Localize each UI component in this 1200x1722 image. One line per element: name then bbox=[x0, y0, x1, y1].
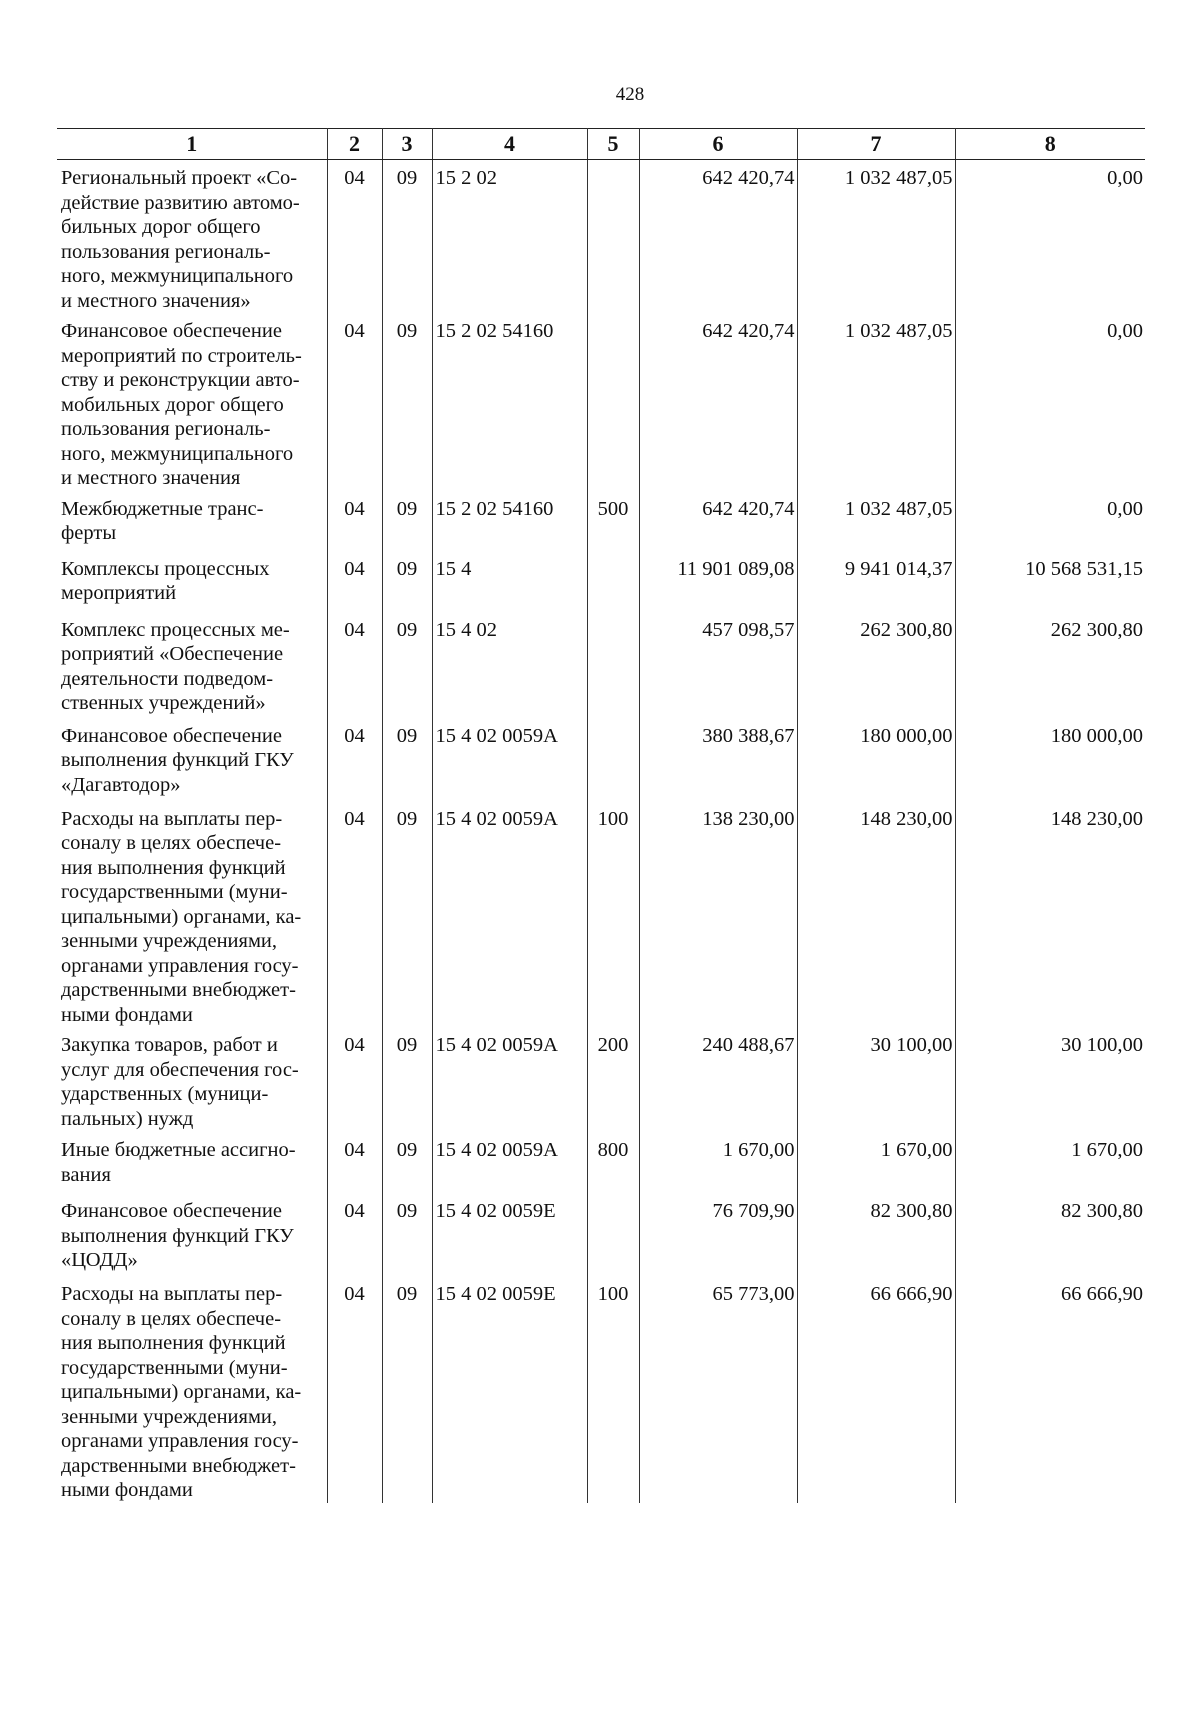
row-target-article-code: 15 4 bbox=[432, 551, 587, 612]
row-description: Расходы на выплаты пер- соналу в целях обеспече- ния выполнения функций государственными (муни- ципальными) органами, ка- зенными учреждениями, органами управления госу- дарственными внебюджет- ными фондами bbox=[57, 1276, 327, 1503]
row-target-article-code: 15 4 02 bbox=[432, 612, 587, 718]
row-amount-col-7: 82 300,80 bbox=[797, 1193, 955, 1276]
row-amount-col-8: 0,00 bbox=[955, 313, 1145, 491]
row-amount-col-6: 240 488,67 bbox=[639, 1027, 797, 1132]
table-row bbox=[57, 1132, 1145, 1193]
header-row bbox=[57, 129, 1145, 160]
row-target-article-code: 15 4 02 0059Е bbox=[432, 1276, 587, 1503]
header-col-5: 5 bbox=[587, 129, 639, 160]
row-amount-col-7: 1 670,00 bbox=[797, 1132, 955, 1193]
row-section-code: 04 bbox=[327, 313, 382, 491]
row-expense-type-code: 800 bbox=[587, 1132, 639, 1193]
row-description: Региональный проект «Со- действие развитию автомо- бильных дорог общего пользования региональ- ного, межмуниципального и местного значения» bbox=[57, 160, 327, 314]
row-expense-type-code bbox=[587, 612, 639, 718]
row-target-article-code: 15 4 02 0059Е bbox=[432, 1193, 587, 1276]
row-amount-col-7: 1 032 487,05 bbox=[797, 313, 955, 491]
table-row bbox=[57, 718, 1145, 801]
row-description: Финансовое обеспечение выполнения функций ГКУ «Дагавтодор» bbox=[57, 718, 327, 801]
table-row bbox=[57, 160, 1145, 314]
row-target-article-code: 15 2 02 54160 bbox=[432, 313, 587, 491]
row-section-code: 04 bbox=[327, 1193, 382, 1276]
row-amount-col-7: 1 032 487,05 bbox=[797, 160, 955, 314]
row-description: Финансовое обеспечение выполнения функций ГКУ «ЦОДД» bbox=[57, 1193, 327, 1276]
row-amount-col-7: 30 100,00 bbox=[797, 1027, 955, 1132]
row-amount-col-6: 76 709,90 bbox=[639, 1193, 797, 1276]
row-amount-col-7: 1 032 487,05 bbox=[797, 491, 955, 551]
row-amount-col-7: 66 666,90 bbox=[797, 1276, 955, 1503]
row-amount-col-8: 0,00 bbox=[955, 160, 1145, 314]
row-expense-type-code bbox=[587, 551, 639, 612]
row-description: Финансовое обеспечение мероприятий по строитель- ству и реконструкции авто- мобильных дорог общего пользования региональ- ного, межмуниципального и местного значения bbox=[57, 313, 327, 491]
row-target-article-code: 15 4 02 0059А bbox=[432, 718, 587, 801]
header-col-4: 4 bbox=[432, 129, 587, 160]
header-col-6: 6 bbox=[639, 129, 797, 160]
row-amount-col-7: 180 000,00 bbox=[797, 718, 955, 801]
row-amount-col-6: 65 773,00 bbox=[639, 1276, 797, 1503]
row-amount-col-7: 9 941 014,37 bbox=[797, 551, 955, 612]
row-amount-col-8: 180 000,00 bbox=[955, 718, 1145, 801]
row-subsection-code: 09 bbox=[382, 491, 432, 551]
row-subsection-code: 09 bbox=[382, 718, 432, 801]
row-subsection-code: 09 bbox=[382, 313, 432, 491]
row-expense-type-code: 100 bbox=[587, 1276, 639, 1503]
table-row bbox=[57, 1193, 1145, 1276]
row-section-code: 04 bbox=[327, 1027, 382, 1132]
row-section-code: 04 bbox=[327, 160, 382, 314]
row-section-code: 04 bbox=[327, 718, 382, 801]
table-row bbox=[57, 801, 1145, 1028]
row-section-code: 04 bbox=[327, 1276, 382, 1503]
row-amount-col-6: 1 670,00 bbox=[639, 1132, 797, 1193]
row-description: Комплекс процессных ме- роприятий «Обеспечение деятельности подведом- ственных учреждений» bbox=[57, 612, 327, 718]
table-row bbox=[57, 1276, 1145, 1503]
row-section-code: 04 bbox=[327, 1132, 382, 1193]
row-amount-col-7: 262 300,80 bbox=[797, 612, 955, 718]
row-expense-type-code: 500 bbox=[587, 491, 639, 551]
row-target-article-code: 15 2 02 54160 bbox=[432, 491, 587, 551]
table-row bbox=[57, 551, 1145, 612]
row-description: Иные бюджетные ассигно- вания bbox=[57, 1132, 327, 1193]
row-amount-col-7: 148 230,00 bbox=[797, 801, 955, 1028]
row-expense-type-code bbox=[587, 160, 639, 314]
row-amount-col-6: 138 230,00 bbox=[639, 801, 797, 1028]
row-subsection-code: 09 bbox=[382, 1276, 432, 1503]
row-amount-col-6: 11 901 089,08 bbox=[639, 551, 797, 612]
row-expense-type-code bbox=[587, 718, 639, 801]
budget-table bbox=[57, 128, 1145, 1503]
row-amount-col-8: 10 568 531,15 bbox=[955, 551, 1145, 612]
row-amount-col-8: 30 100,00 bbox=[955, 1027, 1145, 1132]
row-expense-type-code: 100 bbox=[587, 801, 639, 1028]
row-section-code: 04 bbox=[327, 551, 382, 612]
row-amount-col-8: 262 300,80 bbox=[955, 612, 1145, 718]
row-subsection-code: 09 bbox=[382, 1027, 432, 1132]
row-description: Межбюджетные транс- ферты bbox=[57, 491, 327, 551]
header-col-2: 2 bbox=[327, 129, 382, 160]
row-target-article-code: 15 4 02 0059А bbox=[432, 1132, 587, 1193]
row-subsection-code: 09 bbox=[382, 551, 432, 612]
row-subsection-code: 09 bbox=[382, 1193, 432, 1276]
row-section-code: 04 bbox=[327, 612, 382, 718]
row-section-code: 04 bbox=[327, 491, 382, 551]
row-description: Закупка товаров, работ и услуг для обеспечения гос- ударственных (муници- пальных) нужд bbox=[57, 1027, 327, 1132]
row-target-article-code: 15 2 02 bbox=[432, 160, 587, 314]
row-amount-col-6: 380 388,67 bbox=[639, 718, 797, 801]
table-row bbox=[57, 491, 1145, 551]
row-amount-col-8: 82 300,80 bbox=[955, 1193, 1145, 1276]
row-amount-col-8: 1 670,00 bbox=[955, 1132, 1145, 1193]
table-row bbox=[57, 612, 1145, 718]
row-amount-col-8: 0,00 bbox=[955, 491, 1145, 551]
row-amount-col-6: 457 098,57 bbox=[639, 612, 797, 718]
row-target-article-code: 15 4 02 0059А bbox=[432, 1027, 587, 1132]
table-row bbox=[57, 1027, 1145, 1132]
row-description: Комплексы процессных мероприятий bbox=[57, 551, 327, 612]
row-amount-col-6: 642 420,74 bbox=[639, 313, 797, 491]
row-amount-col-6: 642 420,74 bbox=[639, 160, 797, 314]
row-expense-type-code: 200 bbox=[587, 1027, 639, 1132]
header-col-1: 1 bbox=[57, 129, 327, 160]
row-amount-col-8: 148 230,00 bbox=[955, 801, 1145, 1028]
row-subsection-code: 09 bbox=[382, 612, 432, 718]
row-expense-type-code bbox=[587, 1193, 639, 1276]
row-subsection-code: 09 bbox=[382, 1132, 432, 1193]
row-target-article-code: 15 4 02 0059А bbox=[432, 801, 587, 1028]
header-col-8: 8 bbox=[955, 129, 1145, 160]
table-row bbox=[57, 313, 1145, 491]
row-expense-type-code bbox=[587, 313, 639, 491]
header-col-3: 3 bbox=[382, 129, 432, 160]
row-description: Расходы на выплаты пер- соналу в целях обеспече- ния выполнения функций государственными (муни- ципальными) органами, ка- зенными учреждениями, органами управления госу- дарственными внебюджет- ными фондами bbox=[57, 801, 327, 1028]
row-subsection-code: 09 bbox=[382, 160, 432, 314]
page-number: 428 bbox=[615, 84, 645, 105]
row-subsection-code: 09 bbox=[382, 801, 432, 1028]
header-col-7: 7 bbox=[797, 129, 955, 160]
row-amount-col-6: 642 420,74 bbox=[639, 491, 797, 551]
row-amount-col-8: 66 666,90 bbox=[955, 1276, 1145, 1503]
row-section-code: 04 bbox=[327, 801, 382, 1028]
table-body bbox=[57, 160, 1145, 1503]
